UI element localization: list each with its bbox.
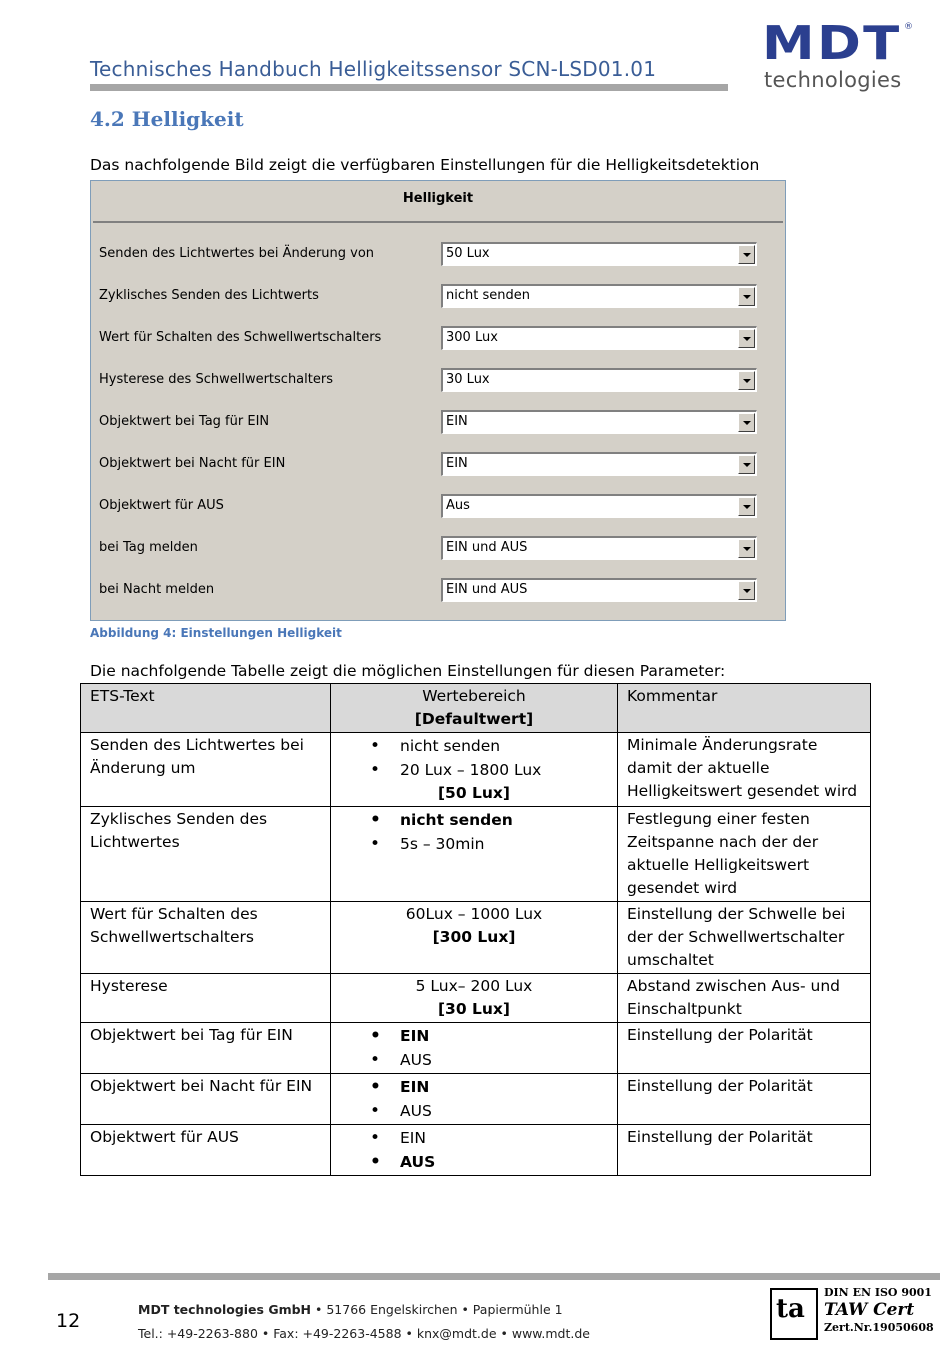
- dropdown-value: EIN: [446, 456, 468, 471]
- table-intro: Die nachfolgende Tabelle zeigt die möglichen Einstellungen für diesen Parameter:: [90, 662, 726, 680]
- ets-text-cell: Senden des Lichtwertes bei Änderung um: [81, 733, 331, 807]
- ets-text-cell: Objektwert bei Nacht für EIN: [81, 1074, 331, 1125]
- comment-cell: Festlegung einer festen Zeitspanne nach der der aktuelle Helligkeitswert gesendet wird: [618, 807, 871, 902]
- list-item: • AUS: [340, 1150, 608, 1174]
- setting-dropdown[interactable]: [441, 452, 757, 476]
- ets-parameter-dialog: [90, 180, 786, 621]
- footer-rule: [48, 1273, 940, 1280]
- ets-text-cell: Objektwert für AUS: [81, 1125, 331, 1176]
- list-item: • EIN: [340, 1024, 608, 1048]
- certification-logo: [770, 1288, 818, 1340]
- range-cell: [331, 1125, 618, 1176]
- chevron-down-icon[interactable]: [738, 287, 755, 306]
- setting-row: [91, 410, 781, 436]
- column-header-ets-text: ETS-Text: [81, 684, 331, 733]
- list-item: • nicht senden: [340, 734, 608, 758]
- list-item: • AUS: [340, 1099, 608, 1123]
- cert-issuer: TAW Cert: [824, 1300, 915, 1320]
- dropdown-value: EIN: [446, 414, 468, 429]
- setting-dropdown[interactable]: [441, 536, 757, 560]
- dropdown-value: EIN und AUS: [446, 540, 528, 555]
- value-list: [340, 1075, 608, 1123]
- table-row: [81, 1074, 871, 1125]
- figure-caption: Abbildung 4: Einstellungen Helligkeit: [90, 626, 342, 640]
- chevron-down-icon[interactable]: [738, 539, 755, 558]
- setting-label: Zyklisches Senden des Lichtwerts: [99, 288, 319, 303]
- setting-label: Wert für Schalten des Schwellwertschalters: [99, 330, 382, 345]
- setting-dropdown[interactable]: [441, 368, 757, 392]
- setting-dropdown[interactable]: [441, 578, 757, 602]
- header-rule: [90, 84, 728, 91]
- range-cell: [331, 1023, 618, 1074]
- comment-cell: Einstellung der Polarität: [618, 1074, 871, 1125]
- table-row: [81, 974, 871, 1023]
- dropdown-value: EIN und AUS: [446, 582, 528, 597]
- setting-dropdown[interactable]: [441, 326, 757, 350]
- table-row: [81, 1023, 871, 1074]
- default-value: [300 Lux]: [432, 928, 516, 946]
- comment-cell: Einstellung der Polarität: [618, 1023, 871, 1074]
- setting-row: [91, 578, 781, 604]
- logo-subtitle: technologies: [764, 68, 902, 92]
- cert-number: Zert.Nr.19050608: [824, 1321, 934, 1334]
- value-list: [340, 1126, 608, 1174]
- setting-label: Objektwert für AUS: [99, 498, 224, 513]
- value-list: [340, 1024, 608, 1072]
- list-item: • AUS: [340, 1048, 608, 1072]
- chevron-down-icon[interactable]: [738, 329, 755, 348]
- range-cell: [331, 902, 618, 974]
- list-item: • 20 Lux – 1800 Lux: [340, 758, 608, 782]
- document-title: Technisches Handbuch Helligkeitssensor SCN-LSD01.01: [90, 57, 657, 81]
- setting-dropdown[interactable]: [441, 494, 757, 518]
- setting-label: Hysterese des Schwellwertschalters: [99, 372, 333, 387]
- table-row: [81, 807, 871, 902]
- list-item: • EIN: [340, 1126, 608, 1150]
- default-header-label: [Defaultwert]: [414, 710, 534, 728]
- section-heading: 4.2 Helligkeit: [90, 107, 244, 131]
- list-item: • EIN: [340, 1075, 608, 1099]
- chevron-down-icon[interactable]: [738, 413, 755, 432]
- setting-row: [91, 242, 781, 268]
- certification-text: [824, 1286, 934, 1334]
- range-value: 60Lux – 1000 Lux: [405, 905, 543, 923]
- column-header-comment: Kommentar: [618, 684, 871, 733]
- column-header-range: [331, 684, 618, 733]
- setting-label: Senden des Lichtwertes bei Änderung von: [99, 246, 375, 261]
- setting-row: [91, 536, 781, 562]
- page-number: 12: [56, 1310, 81, 1332]
- setting-row: [91, 494, 781, 520]
- footer-address: [138, 1302, 563, 1317]
- chevron-down-icon[interactable]: [738, 371, 755, 390]
- comment-cell: Minimale Änderungsrate damit der aktuelle Helligkeitswert gesendet wird: [618, 733, 871, 807]
- value-list: [340, 808, 608, 856]
- comment-cell: Einstellung der Polarität: [618, 1125, 871, 1176]
- range-value: 5 Lux– 200 Lux: [415, 977, 533, 995]
- company-name: MDT technologies GmbH: [138, 1302, 312, 1317]
- registered-mark: ®: [904, 22, 913, 32]
- range-cell: [331, 807, 618, 902]
- table-row: [81, 902, 871, 974]
- cert-standard: DIN EN ISO 9001: [824, 1286, 932, 1299]
- setting-label: Objektwert bei Tag für EIN: [99, 414, 270, 429]
- chevron-down-icon[interactable]: [738, 455, 755, 474]
- setting-label: bei Tag melden: [99, 540, 198, 555]
- dialog-title: Helligkeit: [402, 191, 474, 206]
- setting-row: [91, 452, 781, 478]
- parameter-table: [80, 683, 871, 1176]
- dialog-title-bar: [93, 183, 783, 223]
- dropdown-value: 300 Lux: [446, 330, 498, 345]
- table-row: [81, 733, 871, 807]
- comment-cell: Einstellung der Schwelle bei der der Schwellwertschalter umschaltet: [618, 902, 871, 974]
- comment-cell: Abstand zwischen Aus- und Einschaltpunkt: [618, 974, 871, 1023]
- ets-text-cell: Objektwert bei Tag für EIN: [81, 1023, 331, 1074]
- table-header-row: [81, 684, 871, 733]
- intro-text: Das nachfolgende Bild zeigt die verfügbaren Einstellungen für die Helligkeitsdetektion: [90, 156, 760, 174]
- setting-dropdown[interactable]: [441, 284, 757, 308]
- list-item: • 5s – 30min: [340, 832, 608, 856]
- list-item: • nicht senden: [340, 808, 608, 832]
- range-header-label: Wertebereich: [422, 687, 526, 705]
- setting-row: [91, 284, 781, 310]
- range-cell: [331, 974, 618, 1023]
- ets-text-cell: Zyklisches Senden des Lichtwertes: [81, 807, 331, 902]
- mdt-logo: [762, 16, 913, 100]
- chevron-down-icon[interactable]: [738, 245, 755, 264]
- setting-row: [91, 326, 781, 352]
- dropdown-value: nicht senden: [446, 288, 530, 303]
- footer-contact: Tel.: +49-2263-880 • Fax: +49-2263-4588 • knx@mdt.de • www.mdt.de: [138, 1326, 590, 1341]
- setting-dropdown[interactable]: [441, 242, 757, 266]
- value-list: [340, 734, 608, 782]
- setting-row: [91, 368, 781, 394]
- dropdown-value: 30 Lux: [446, 372, 490, 387]
- setting-label: Objektwert bei Nacht für EIN: [99, 456, 286, 471]
- ets-text-cell: Hysterese: [81, 974, 331, 1023]
- ets-text-cell: Wert für Schalten des Schwellwertschalters: [81, 902, 331, 974]
- setting-dropdown[interactable]: [441, 410, 757, 434]
- company-address: • 51766 Engelskirchen • Papiermühle 1: [311, 1302, 563, 1317]
- default-value: [50 Lux]: [437, 784, 511, 802]
- chevron-down-icon[interactable]: [738, 497, 755, 516]
- table-row: [81, 1125, 871, 1176]
- dropdown-value: Aus: [446, 498, 470, 513]
- logo-main-text: MDT: [762, 16, 902, 70]
- range-cell: [331, 733, 618, 807]
- chevron-down-icon[interactable]: [738, 581, 755, 600]
- setting-label: bei Nacht melden: [99, 582, 215, 597]
- cert-logo-mark: ta: [776, 1294, 805, 1324]
- range-cell: [331, 1074, 618, 1125]
- dropdown-value: 50 Lux: [446, 246, 490, 261]
- default-value: [30 Lux]: [437, 1000, 511, 1018]
